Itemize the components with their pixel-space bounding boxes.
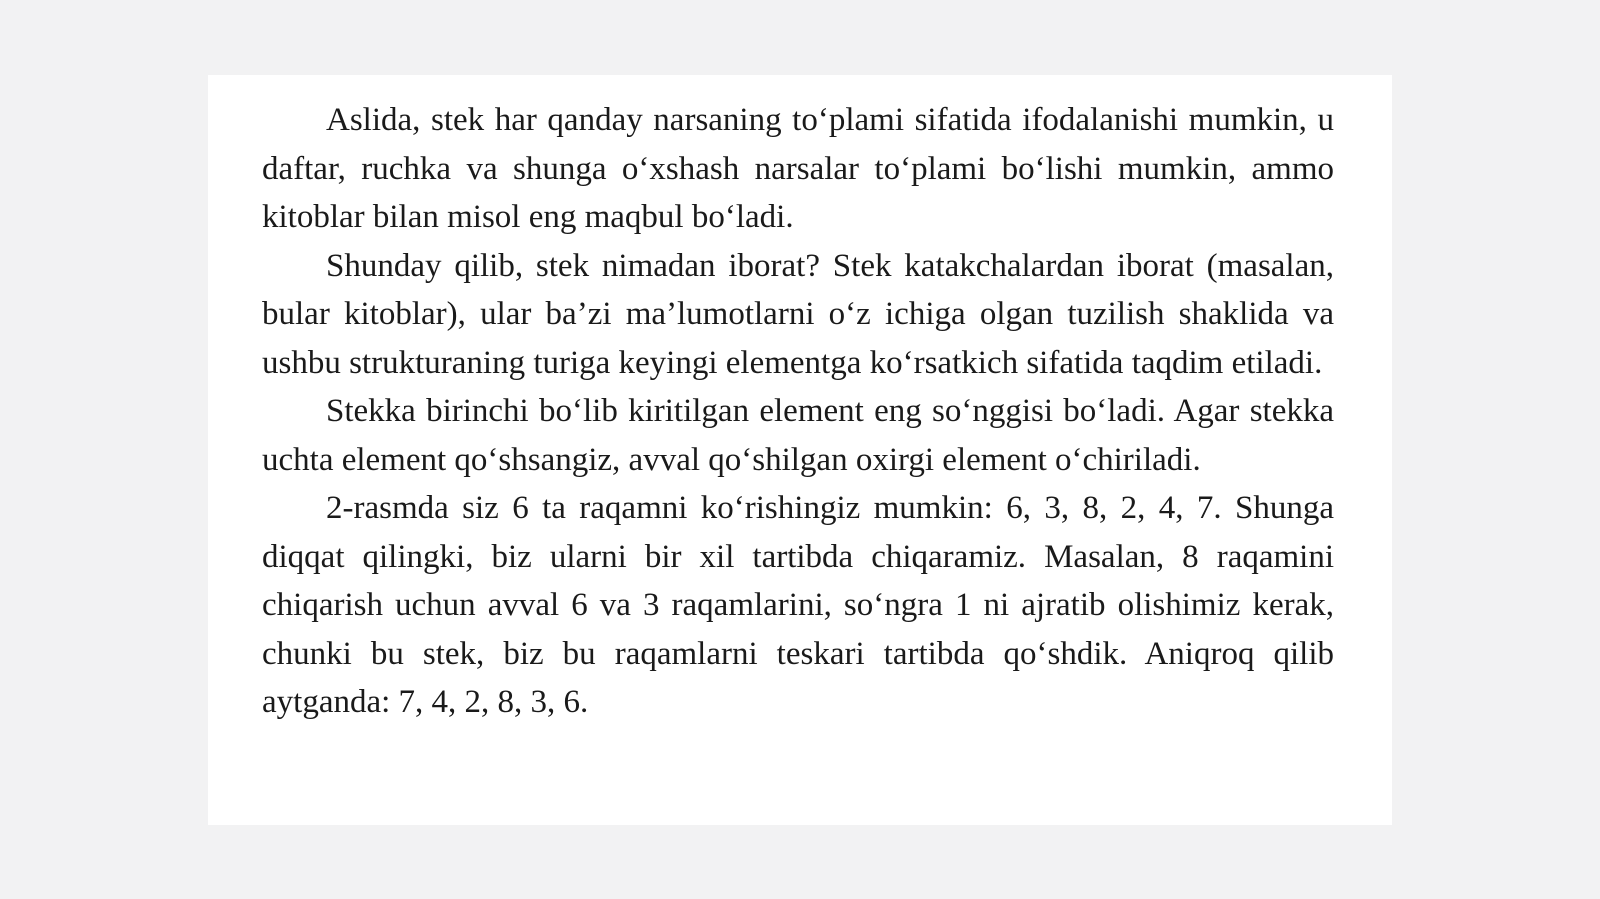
paragraph-4: 2-rasmda siz 6 ta raqamni ko‘rishingiz mumkin: 6, 3, 8, 2, 4, 7. Shunga diqqat qilingki, biz ularni bir xil tartibda chiqaramiz. Masalan, 8 raqamini chiqarish uchun avval 6 va 3 raqamlarini, so‘ngra 1 ni ajratib olishimiz kerak, chunki bu stek, biz bu raqamlarni teskari tartibda qo‘shdik. Aniqroq qilib aytganda: 7, 4, 2, 8, 3, 6. [262,490,1334,720]
body-text [262,96,1334,727]
paragraph-1: Aslida, stek har qanday narsaning to‘plami sifatida ifodalanishi mumkin, u daftar, ruchka va shunga o‘xshash narsalar to‘plami bo‘lishi mumkin, ammo kitoblar bilan misol eng maqbul bo‘ladi. [262,102,1334,235]
document-page [208,75,1392,825]
paragraph-2: Shunday qilib, stek nimadan iborat? Stek katakchalardan iborat (masalan, bular kitoblar), ular ba’zi ma’lumotlarni o‘z ichiga olgan tuzilish shaklida va ushbu strukturaning turiga keyingi elementga ko‘rsatkich sifatida taqdim etiladi. [262,247,1334,381]
paragraph-3: Stekka birinchi bo‘lib kiritilgan element eng so‘nggisi bo‘ladi. Agar stekka uchta element qo‘shsangiz, avval qo‘shilgan oxirgi element o‘chiriladi. [262,393,1334,478]
